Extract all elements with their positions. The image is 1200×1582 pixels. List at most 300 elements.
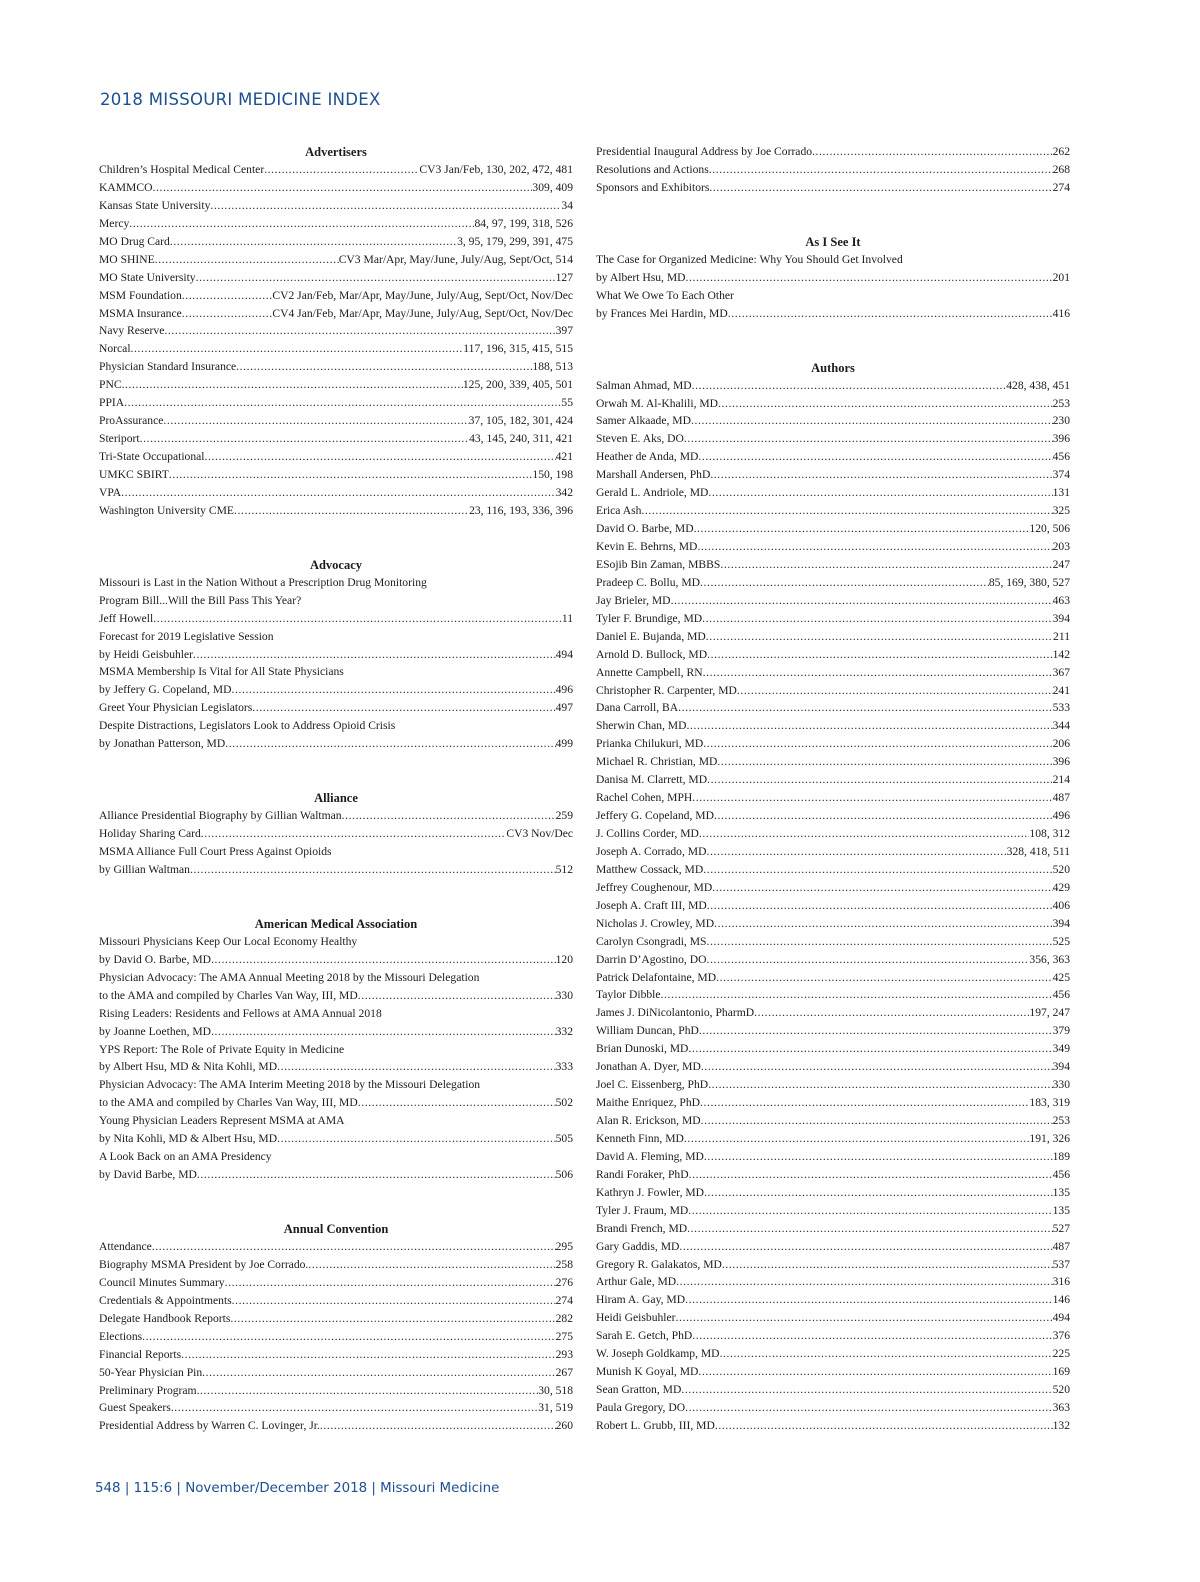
entry-name: Heather de Anda, MD (596, 450, 699, 464)
entry-pages: 260 (555, 1419, 573, 1433)
index-entry (99, 951, 573, 969)
index-entry (99, 610, 573, 628)
entry-name: William Duncan, PhD (596, 1024, 699, 1038)
index-entry (99, 448, 573, 466)
right-column (596, 143, 1070, 1435)
entry-pages: 31, 519 (538, 1401, 573, 1415)
article-title: Program Bill...Will the Bill Pass This Year? (99, 593, 302, 607)
index-entry (596, 484, 1070, 502)
entry-name: Delegate Handbook Reports (99, 1311, 231, 1325)
entry-name: Erica Ash (596, 504, 642, 518)
entry-pages: 505 (555, 1132, 573, 1146)
index-entry (99, 1094, 573, 1112)
entry-pages: 150, 198 (532, 467, 573, 481)
index-entry (596, 1256, 1070, 1274)
entry-name: Presidential Inaugural Address by Joe Corrado (596, 145, 813, 158)
entry-pages: 117, 196, 315, 415, 515 (463, 342, 573, 356)
index-entry (99, 305, 573, 323)
section-annual-convention (99, 1220, 573, 1435)
section-advocacy (99, 556, 573, 753)
article-title: Missouri Physicians Keep Our Local Economy Healthy (99, 934, 358, 948)
entry-name: Kevin E. Behrns, MD (596, 540, 698, 553)
index-entry (596, 664, 1070, 682)
entry-name: Jay Brieler, MD (596, 593, 671, 607)
entry-name: Holiday Sharing Card (99, 827, 201, 841)
entry-pages: 330 (1052, 1078, 1070, 1092)
index-entry (596, 717, 1070, 735)
entry-pages: 142 (1052, 647, 1070, 661)
index-entry (99, 376, 573, 394)
entry-pages: 497 (555, 701, 573, 715)
article-title: MSMA Membership Is Vital for All State Physicians (99, 665, 344, 679)
entry-pages: 496 (1052, 809, 1070, 823)
entry-pages: 295 (555, 1240, 573, 1253)
entry-name: Tyler J. Fraum, MD (596, 1203, 689, 1217)
entry-name: Physician Standard Insurance (99, 360, 237, 374)
article-title: MSMA Alliance Full Court Press Against Opioids (99, 845, 332, 858)
entry-name: Presidential Address by Warren C. Lovinger, Jr. (99, 1419, 320, 1433)
entry-pages: 425 (1052, 970, 1070, 984)
entry-name: by Gillian Waltman (99, 862, 190, 876)
entry-name: Navy Reserve (99, 324, 165, 338)
entry-name: Jeffery G. Copeland, MD (596, 809, 714, 823)
entry-pages: 214 (1052, 773, 1070, 787)
index-entry (596, 520, 1070, 538)
entry-name: by Joanne Loethen, MD (99, 1024, 212, 1038)
entry-name: Arnold D. Bullock, MD (596, 647, 708, 661)
entry-name: by Jeffery G. Copeland, MD (99, 683, 232, 697)
entry-pages: 506 (555, 1168, 573, 1182)
entry-name: by Albert Hsu, MD & Nita Kohli, MD (99, 1060, 278, 1074)
entry-pages: 108, 312 (1029, 827, 1070, 840)
index-entry (99, 735, 573, 753)
entry-pages: 258 (555, 1257, 573, 1271)
index-entry (596, 1184, 1070, 1202)
entry-name: W. Joseph Goldkamp, MD (596, 1347, 720, 1361)
entry-pages: 512 (555, 862, 573, 876)
entry-pages: 487 (1052, 1239, 1070, 1253)
entry-name: Steriport (99, 432, 140, 446)
entry-pages: 494 (1052, 1311, 1070, 1325)
entry-pages: 396 (1052, 755, 1070, 769)
entry-name: Darrin D’Agostino, DO (596, 952, 707, 966)
entry-pages: 293 (555, 1347, 573, 1361)
entry-pages: 43, 145, 240, 311, 421 (469, 432, 573, 446)
index-entry (596, 1381, 1070, 1399)
index-entry (99, 699, 573, 717)
entry-pages: 146 (1052, 1293, 1070, 1307)
index-entry (99, 987, 573, 1005)
entry-pages: 183, 319 (1029, 1096, 1070, 1110)
annual-convention-list (99, 1238, 573, 1435)
article-title: The Case for Organized Medicine: Why You Should Get Involved (596, 252, 903, 266)
entry-name: Hiram A. Gay, MD (596, 1293, 686, 1307)
entry-name: Joseph A. Craft III, MD (596, 898, 707, 912)
entry-pages: CV4 Jan/Feb, Mar/Apr, May/June, July/Aug, Sept/Oct, Nov/Dec (272, 306, 573, 320)
index-entry (99, 1346, 573, 1364)
index-entry (99, 807, 573, 825)
article-title: Rising Leaders: Residents and Fellows at AMA Annual 2018 (99, 1006, 382, 1020)
entry-pages: 502 (555, 1096, 573, 1110)
entry-pages: 189 (1052, 1149, 1070, 1163)
entry-pages: 211 (1053, 629, 1070, 643)
index-entry (596, 592, 1070, 610)
entry-pages: 456 (1052, 1167, 1070, 1181)
entry-pages: 421 (555, 450, 573, 463)
index-entry (99, 1130, 573, 1148)
entry-name: Biography MSMA President by Joe Corrado. (99, 1257, 309, 1271)
entry-name: Brian Dunoski, MD (596, 1042, 689, 1056)
entry-pages: 376 (1052, 1329, 1070, 1343)
entry-pages: 259 (555, 809, 573, 823)
index-entry (99, 358, 573, 376)
entry-pages: 188, 513 (532, 360, 573, 374)
entry-pages: 131 (1052, 486, 1070, 500)
index-entry (596, 646, 1070, 664)
entry-pages: 55 (561, 396, 573, 410)
entry-name: Greet Your Physician Legislators (99, 701, 253, 715)
entry-name: James J. DiNicolantonio, PharmD (596, 1006, 755, 1020)
entry-name: by Albert Hsu, MD (596, 270, 686, 284)
entry-name: by Jonathan Patterson, MD (99, 737, 226, 751)
index-entry (99, 1382, 573, 1400)
index-entry (596, 915, 1070, 933)
entry-pages: 416 (1052, 306, 1070, 320)
index-entry (99, 466, 573, 484)
entry-name: Kenneth Finn, MD (596, 1131, 684, 1145)
index-entry (99, 1238, 573, 1256)
entry-pages: 34 (561, 198, 573, 212)
entry-name: Tri-State Occupational (99, 450, 205, 463)
entry-name: Taylor Dibble (596, 988, 661, 1002)
entry-name: ProAssurance (99, 414, 164, 428)
index-entry (99, 251, 573, 269)
entry-pages: 125, 200, 339, 405, 501 (462, 378, 573, 392)
section-title: Advocacy (309, 557, 363, 572)
entry-pages: 276 (555, 1275, 573, 1289)
article-title: YPS Report: The Role of Private Equity in Medicine (99, 1042, 345, 1056)
entry-name: 50-Year Physician Pin (99, 1365, 203, 1379)
index-entry (99, 1292, 573, 1310)
entry-name: David O. Barbe, MD (596, 522, 694, 536)
entry-name: Samer Alkaade, MD (596, 414, 691, 428)
index-entry (596, 1238, 1070, 1256)
entry-name: Salman Ahmad, MD (596, 378, 692, 392)
entry-name: Heidi Geisbuhler (596, 1311, 676, 1325)
entry-pages: 135 (1052, 1185, 1070, 1199)
index-entry (596, 538, 1070, 556)
entry-name: Jeff Howell (99, 611, 154, 625)
entry-name: Paula Gregory, DO (596, 1401, 686, 1414)
index-entry (596, 1076, 1070, 1094)
entry-pages: 537 (1052, 1257, 1070, 1271)
index-entry (99, 197, 573, 215)
entry-pages: 487 (1052, 791, 1070, 805)
index-entry (596, 143, 1070, 161)
entry-name: MSMA Insurance (99, 306, 182, 320)
entry-name: Daniel E. Bujanda, MD (596, 629, 706, 643)
index-entry (596, 1202, 1070, 1220)
entry-name: Nicholas J. Crowley, MD (596, 916, 715, 930)
entry-pages: 267 (555, 1365, 573, 1379)
entry-name: Sherwin Chan, MD (596, 719, 687, 733)
index-entry (596, 1220, 1070, 1238)
entry-pages: 428, 438, 451 (1006, 378, 1070, 392)
section-title: As I See It (805, 234, 861, 249)
entry-pages: 429 (1052, 880, 1070, 894)
index-entry (596, 1273, 1070, 1291)
article-title: Missouri is Last in the Nation Without a Prescription Drug Monitoring (99, 575, 427, 589)
entry-pages: 533 (1052, 701, 1070, 715)
index-entry (596, 161, 1070, 179)
index-entry (99, 1364, 573, 1382)
entry-name: by David Barbe, MD (99, 1168, 197, 1182)
index-entry (596, 1417, 1070, 1435)
entry-pages: 316 (1052, 1275, 1070, 1289)
entry-name: Sponsors and Exhibitors (596, 180, 710, 194)
entry-pages: 23, 116, 193, 336, 396 (469, 503, 573, 517)
index-entry (99, 1166, 573, 1184)
entry-pages: 3, 95, 179, 299, 391, 475 (457, 234, 573, 248)
entry-name: by Frances Mei Hardin, MD (596, 306, 728, 320)
entry-name: Prianka Chilukuri, MD (596, 737, 704, 751)
entry-name: Tyler F. Brundige, MD (596, 611, 703, 625)
entry-name: Matthew Cossack, MD (596, 862, 704, 876)
entry-name: Attendance (99, 1240, 152, 1253)
entry-pages: 11 (561, 611, 573, 625)
entry-name: J. Collins Corder, MD (596, 827, 699, 840)
index-entry (596, 1130, 1070, 1148)
entry-pages: 333 (555, 1060, 573, 1074)
entry-name: Gregory R. Galakatos, MD (596, 1257, 722, 1271)
entry-name: MO SHINE (99, 252, 155, 266)
index-entry (596, 1022, 1070, 1040)
entry-pages: 499 (555, 737, 573, 751)
index-entry (596, 1094, 1070, 1112)
entry-pages: 274 (555, 1293, 573, 1307)
entry-name: Gerald L. Andriole, MD (596, 486, 709, 500)
entry-pages: 525 (1052, 934, 1070, 948)
entry-name: to the AMA and compiled by Charles Van Way, III, MD (99, 988, 358, 1002)
entry-name: Resolutions and Actions (596, 162, 709, 176)
article-title: A Look Back on an AMA Presidency (99, 1150, 272, 1164)
advertisers-list (99, 161, 573, 520)
authors-list (596, 377, 1070, 1435)
entry-name: Maithe Enriquez, PhD (596, 1096, 700, 1110)
entry-pages: 253 (1052, 396, 1070, 410)
entry-pages: CV2 Jan/Feb, Mar/Apr, May/June, July/Aug, Sept/Oct, Nov/Dec (272, 288, 573, 302)
index-entry (596, 933, 1070, 951)
index-entry (596, 1004, 1070, 1022)
index-entry (596, 269, 1070, 287)
entry-pages: 84, 97, 199, 318, 526 (474, 216, 573, 230)
index-entry (596, 1112, 1070, 1130)
entry-pages: 135 (1052, 1203, 1070, 1217)
entry-name: PNC (99, 378, 122, 392)
entry-name: Randi Foraker, PhD (596, 1167, 689, 1181)
entry-name: Patrick Delafontaine, MD (596, 970, 717, 984)
entry-name: by David O. Barbe, MD (99, 952, 212, 966)
index-entry (596, 771, 1070, 789)
section-title: Alliance (314, 791, 358, 806)
entry-name: Jonathan A. Dyer, MD (596, 1060, 701, 1074)
article-title: Physician Advocacy: The AMA Annual Meeting 2018 by the Missouri Delegation (99, 970, 480, 984)
index-entry (596, 430, 1070, 448)
index-entry (596, 1148, 1070, 1166)
entry-name: KAMMCO (99, 180, 153, 194)
entry-pages: 127 (555, 270, 573, 284)
section-ama (99, 915, 573, 1184)
index-entry (99, 484, 573, 502)
entry-pages: 241 (1052, 683, 1070, 697)
entry-name: Kathryn J. Fowler, MD (596, 1185, 705, 1199)
index-entry (596, 682, 1070, 700)
entry-name: Joseph A. Corrado, MD (596, 844, 707, 858)
entry-pages: 396 (1052, 432, 1070, 446)
index-entry (596, 448, 1070, 466)
entry-name: Brandi French, MD (596, 1221, 688, 1235)
entry-name: UMKC SBIRT (99, 467, 169, 481)
index-entry (99, 394, 573, 412)
index-entry (99, 825, 573, 843)
entry-pages: 328, 418, 511 (1006, 844, 1070, 858)
index-entry (596, 502, 1070, 520)
entry-pages: CV3 Mar/Apr, May/June, July/Aug, Sept/Oct, 514 (338, 252, 573, 266)
entry-pages: 397 (555, 324, 573, 338)
entry-name: Dana Carroll, BA (596, 701, 679, 715)
index-entry (99, 179, 573, 197)
section-as-i-see-it (596, 233, 1070, 323)
entry-pages: 169 (1052, 1365, 1070, 1379)
entry-pages: 282 (555, 1311, 573, 1325)
entry-name: Gary Gaddis, MD (596, 1239, 680, 1253)
entry-name: Jeffrey Coughenour, MD (596, 880, 713, 894)
entry-name: PPIA (99, 396, 125, 410)
index-entry (99, 287, 573, 305)
entry-pages: 206 (1052, 737, 1070, 751)
entry-pages: 394 (1052, 916, 1070, 930)
index-entry (596, 735, 1070, 753)
entry-name: Michael R. Christian, MD (596, 755, 718, 769)
entry-name: Norcal (99, 342, 131, 356)
entry-pages: 456 (1052, 450, 1070, 464)
entry-pages: 520 (1052, 862, 1070, 876)
entry-name: by Nita Kohli, MD & Albert Hsu, MD (99, 1132, 278, 1146)
entry-name: Marshall Andersen, PhD (596, 468, 711, 482)
index-entry (596, 897, 1070, 915)
entry-pages: 394 (1052, 611, 1070, 625)
section-alliance (99, 789, 573, 879)
entry-name: David A. Fleming, MD (596, 1149, 704, 1163)
entry-pages: 203 (1052, 540, 1070, 553)
index-entry (596, 1309, 1070, 1327)
index-entry (99, 1310, 573, 1328)
index-entry (596, 1363, 1070, 1381)
entry-pages: 225 (1052, 1347, 1070, 1361)
entry-pages: 37, 105, 182, 301, 424 (468, 414, 573, 428)
entry-name: Elections (99, 1329, 143, 1343)
index-entry (596, 628, 1070, 646)
index-entry (596, 951, 1070, 969)
entry-name: Council Minutes Summary (99, 1275, 225, 1289)
index-entry (596, 412, 1070, 430)
index-entry (596, 556, 1070, 574)
index-entry (596, 861, 1070, 879)
index-entry (596, 807, 1070, 825)
entry-name: Annette Campbell, RN (596, 665, 703, 679)
entry-name: Munish K Goyal, MD (596, 1365, 699, 1379)
entry-pages: 247 (1052, 557, 1070, 571)
entry-pages: 349 (1052, 1042, 1070, 1056)
entry-pages: 268 (1052, 162, 1070, 176)
annual-convention-continued-list (596, 143, 1070, 197)
entry-pages: 374 (1052, 468, 1070, 482)
page-title: 2018 MISSOURI MEDICINE INDEX (100, 90, 381, 109)
entry-name: Financial Reports (99, 1347, 182, 1361)
entry-name: Steven E. Aks, DO (596, 432, 684, 446)
entry-name: Alan R. Erickson, MD (596, 1114, 701, 1127)
entry-pages: 230 (1052, 414, 1070, 428)
entry-pages: 201 (1052, 270, 1070, 284)
entry-pages: 496 (555, 683, 573, 697)
entry-pages: 120, 506 (1029, 522, 1070, 536)
section-title: Annual Convention (283, 1222, 389, 1236)
index-entry (99, 1023, 573, 1041)
index-entry (596, 753, 1070, 771)
entry-name: VPA (99, 485, 122, 499)
index-entry (99, 1417, 573, 1435)
index-entry (99, 340, 573, 358)
index-entry (596, 825, 1070, 843)
section-title: American Medical Association (254, 916, 418, 931)
entry-pages: 253 (1052, 1114, 1070, 1127)
index-entry (596, 699, 1070, 717)
entry-pages: CV3 Jan/Feb, 130, 202, 472, 481 (419, 163, 573, 176)
section-title: Advertisers (305, 145, 367, 159)
index-entry (99, 502, 573, 520)
index-entry (596, 1291, 1070, 1309)
entry-name: Credentials & Appointments (99, 1293, 232, 1307)
entry-pages: 394 (1052, 1060, 1070, 1074)
entry-pages: 363 (1052, 1401, 1070, 1414)
entry-pages: 367 (1052, 665, 1070, 679)
index-entry (596, 879, 1070, 897)
section-authors (596, 359, 1070, 1435)
index-entry (99, 412, 573, 430)
index-entry (99, 430, 573, 448)
entry-pages: 325 (1052, 504, 1070, 518)
index-entry (99, 1274, 573, 1292)
index-entry (99, 1399, 573, 1417)
index-entry (99, 1328, 573, 1346)
index-entry (596, 377, 1070, 395)
entry-pages: 275 (555, 1329, 573, 1343)
index-entry (596, 1040, 1070, 1058)
left-column (99, 143, 573, 1435)
entry-pages: 520 (1052, 1383, 1070, 1397)
index-entry (596, 466, 1070, 484)
article-title: Physician Advocacy: The AMA Interim Meeting 2018 by the Missouri Delegation (99, 1078, 481, 1092)
entry-pages: 85, 169, 380, 527 (988, 575, 1070, 589)
entry-pages: 463 (1052, 593, 1070, 607)
index-entry (596, 1345, 1070, 1363)
index-entry (596, 574, 1070, 592)
entry-pages: 330 (555, 988, 573, 1002)
entry-name: to the AMA and compiled by Charles Van Way, III, MD (99, 1096, 358, 1110)
entry-name: Rachel Cohen, MPH (596, 791, 693, 805)
index-entry (99, 646, 573, 664)
entry-name: Pradeep C. Bollu, MD (596, 575, 701, 589)
